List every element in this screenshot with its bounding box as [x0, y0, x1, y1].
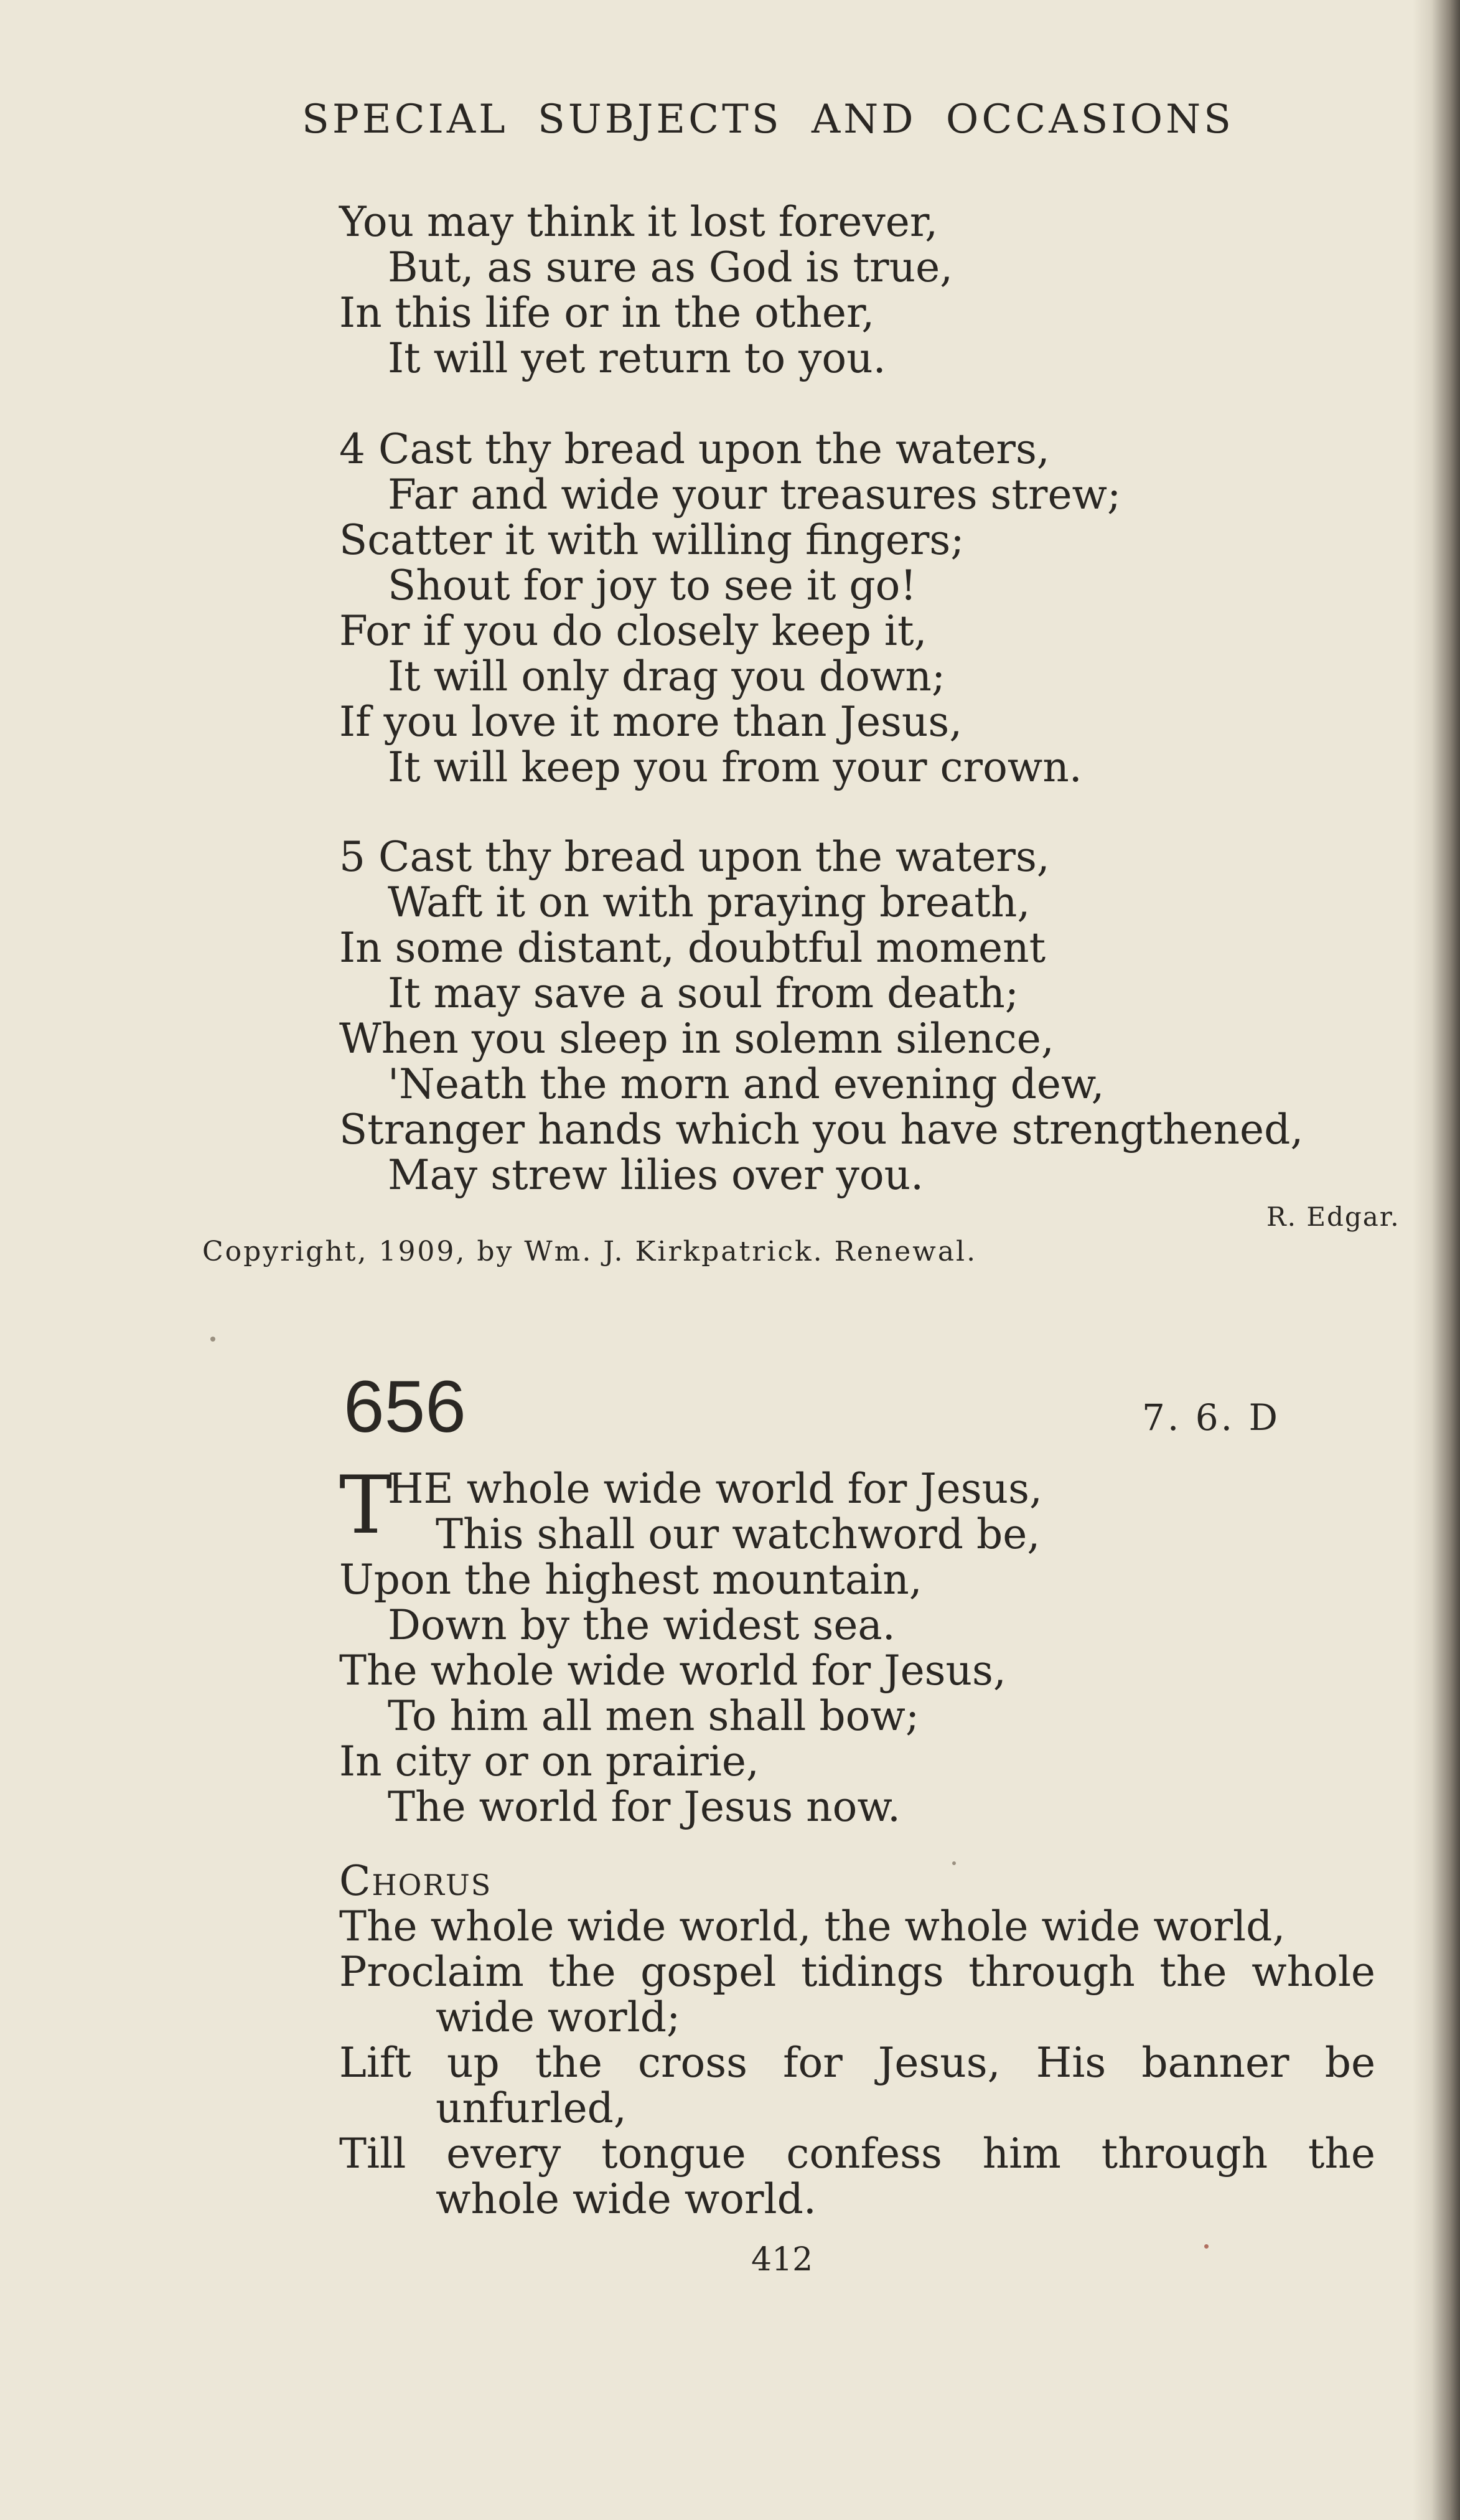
chorus-label: Chorus: [339, 1857, 492, 1905]
verse-line: 'Neath the morn and evening dew,: [388, 1060, 1105, 1108]
hymn-656-stanza-1: [339, 1459, 1043, 1831]
chorus-line: unfurled,: [436, 2084, 627, 2132]
hymn-655-stanza-5: [339, 834, 1303, 1198]
verse-line: This shall our watchword be,: [436, 1510, 1041, 1558]
verse-line-text: HE whole wide world for Jesus,: [388, 1465, 1043, 1513]
page-number: 412: [751, 2241, 813, 2278]
verse-line: When you sleep in solemn silence,: [339, 1015, 1054, 1063]
verse-line: In city or on prairie,: [339, 1737, 759, 1785]
verse-line: 5 Cast thy bread upon the waters,: [339, 833, 1050, 881]
chorus-line: [339, 1949, 1375, 1995]
verse-line: Stranger hands which you have strengthened,: [339, 1106, 1304, 1154]
paper-speck: [210, 1337, 215, 1342]
verse-line: If you love it more than Jesus,: [339, 698, 963, 746]
verse-line: May strew lilies over you.: [388, 1151, 924, 1199]
verse-line: Upon the highest mountain,: [339, 1556, 922, 1604]
hymn-656-chorus: [339, 1858, 1375, 2222]
verse-line: Far and wide your treasures strew;: [388, 471, 1121, 519]
chorus-line: [339, 2131, 1375, 2176]
chorus-line-text: Proclaim the gospel tidings through the whole: [339, 1948, 1375, 1996]
paper-speck: [952, 1861, 956, 1865]
verse-line: It will yet return to you.: [388, 334, 886, 382]
chorus-line-text: Till every tongue confess him through the: [339, 2130, 1375, 2178]
chorus-line: wide world;: [436, 1993, 681, 2041]
verse-line: It may save a soul from death;: [388, 969, 1019, 1017]
verse-line: Waft it on with praying breath,: [388, 878, 1031, 926]
hymn-meter: 7. 6. D: [1142, 1396, 1281, 1439]
chorus-line: The whole wide world, the whole wide world,: [339, 1902, 1286, 1950]
verse-line: For if you do closely keep it,: [339, 607, 927, 655]
hymn-number: 656: [344, 1366, 466, 1448]
chorus-line: [339, 2040, 1375, 2085]
verse-line: Shout for joy to see it go!: [388, 562, 917, 609]
author-attribution: R. Edgar.: [1266, 1201, 1400, 1232]
verse-line: It will only drag you down;: [388, 652, 946, 700]
drop-cap: T: [339, 1459, 393, 1552]
hymn-655-stanza-4: [339, 426, 1121, 790]
chorus-line: whole wide world.: [436, 2175, 817, 2223]
running-header: SPECIAL SUBJECTS AND OCCASIONS: [302, 96, 1234, 143]
verse-line: Scatter it with willing fingers;: [339, 516, 965, 564]
verse-line: You may think it lost forever,: [339, 198, 938, 246]
chorus-line-text: Lift up the cross for Jesus, His banner be: [339, 2039, 1375, 2087]
hymn-655-stanza-3-tail: [339, 199, 953, 381]
paper-speck: [1204, 2244, 1209, 2249]
verse-line: In some distant, doubtful moment: [339, 924, 1046, 972]
verse-line: But, as sure as God is true,: [388, 243, 953, 291]
verse-line: The world for Jesus now.: [388, 1783, 901, 1831]
verse-line: In this life or in the other,: [339, 289, 875, 337]
verse-line: The whole wide world for Jesus,: [339, 1647, 1006, 1695]
verse-line: It will keep you from your crown.: [388, 743, 1082, 791]
verse-line: 4 Cast thy bread upon the waters,: [339, 425, 1050, 473]
verse-line: To him all men shall bow;: [388, 1692, 920, 1740]
copyright-notice: Copyright, 1909, by Wm. J. Kirkpatrick. Renewal.: [202, 1236, 978, 1267]
verse-line: Down by the widest sea.: [388, 1601, 896, 1649]
